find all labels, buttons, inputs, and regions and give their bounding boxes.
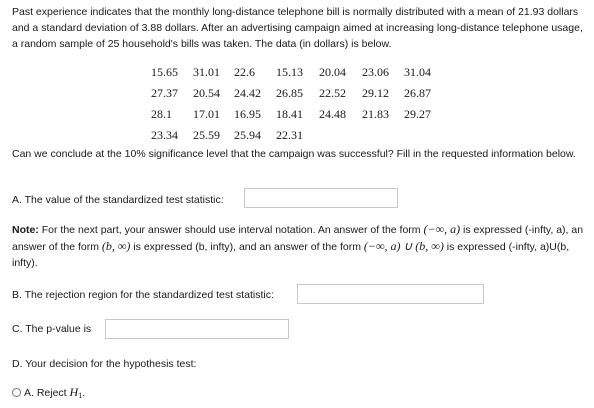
data-cell: 25.59 (193, 128, 220, 142)
data-cell: 31.04 (404, 65, 431, 79)
data-cell: 29.12 (362, 86, 389, 100)
interval-form-2: (b, ∞) (101, 239, 131, 253)
note-text: For the next part, your answer should use interval notation. An answer of the form (38, 224, 424, 236)
data-cell: 31.01 (193, 65, 220, 79)
data-row (151, 104, 444, 125)
data-cell: 22.31 (276, 128, 303, 142)
data-cell: 23.06 (362, 65, 389, 79)
data-cell: 15.13 (276, 65, 303, 79)
note-text: is expressed (-infty, a)U(b, infty). (12, 241, 570, 269)
rejection-region-input[interactable] (297, 284, 484, 304)
option-reject-h1[interactable] (12, 384, 85, 404)
data-cell: 15.65 (151, 65, 178, 79)
data-cell: 17.01 (193, 107, 220, 121)
radio-icon[interactable] (12, 388, 21, 397)
hypothesis-symbol: H (69, 385, 79, 399)
data-cell: 25.94 (234, 128, 261, 142)
part-a-label: A. The value of the standardized test statistic: (12, 194, 224, 206)
option-suffix: . (82, 387, 86, 399)
interval-form-1: (−∞, a) (423, 222, 461, 236)
data-cell: 24.48 (319, 107, 346, 121)
test-statistic-input[interactable] (244, 188, 398, 208)
part-b-label: B. The rejection region for the standardized test statistic: (12, 289, 274, 301)
data-cell: 20.04 (319, 65, 346, 79)
data-cell: 22.52 (319, 86, 346, 100)
p-value-input[interactable] (105, 319, 289, 339)
data-row (151, 83, 444, 104)
data-cell: 21.83 (362, 107, 389, 121)
problem-intro: Past experience indicates that the monthly long-distance telephone bill is normally distributed with a mean of 21.93 dollars and a standard deviation of 3.88 dollars. After an advertising campaign aimed at increasing long-distance telephone usage, a random sample of 25 household's bills was taken. The data (in dollars) is below. (12, 6, 583, 50)
question-text: Can we conclude at the 10% significance level that the campaign was successful? Fill in the requested information below. (12, 148, 576, 160)
interval-form-3: (−∞, a) ∪ (b, ∞) (363, 239, 444, 253)
data-cell: 16.95 (234, 107, 261, 121)
data-cell: 29.27 (404, 107, 431, 121)
interval-note (12, 221, 584, 271)
hypothesis-subscript: 1 (78, 391, 83, 400)
data-cell: 23.34 (151, 128, 178, 142)
part-d-label: D. Your decision for the hypothesis test: (12, 358, 197, 370)
part-c-label: C. The p-value is (12, 323, 92, 335)
data-cell: 28.1 (151, 107, 172, 121)
note-label: Note: (12, 224, 39, 236)
data-cell: 27.37 (151, 86, 178, 100)
note-text: is expressed (-infty, a), an answer of the form (12, 224, 584, 253)
data-cell: 26.87 (404, 86, 431, 100)
data-cell: 18.41 (276, 107, 303, 121)
data-cell: 24.42 (234, 86, 261, 100)
data-cell: 20.54 (193, 86, 220, 100)
data-table (151, 62, 444, 146)
option-label: A. Reject (24, 387, 70, 399)
data-cell: 22.6 (234, 65, 255, 79)
data-row (151, 125, 444, 146)
note-text: is expressed (b, infty), and an answer of the form (130, 241, 364, 253)
data-row (151, 62, 444, 83)
data-cell: 26.85 (276, 86, 303, 100)
